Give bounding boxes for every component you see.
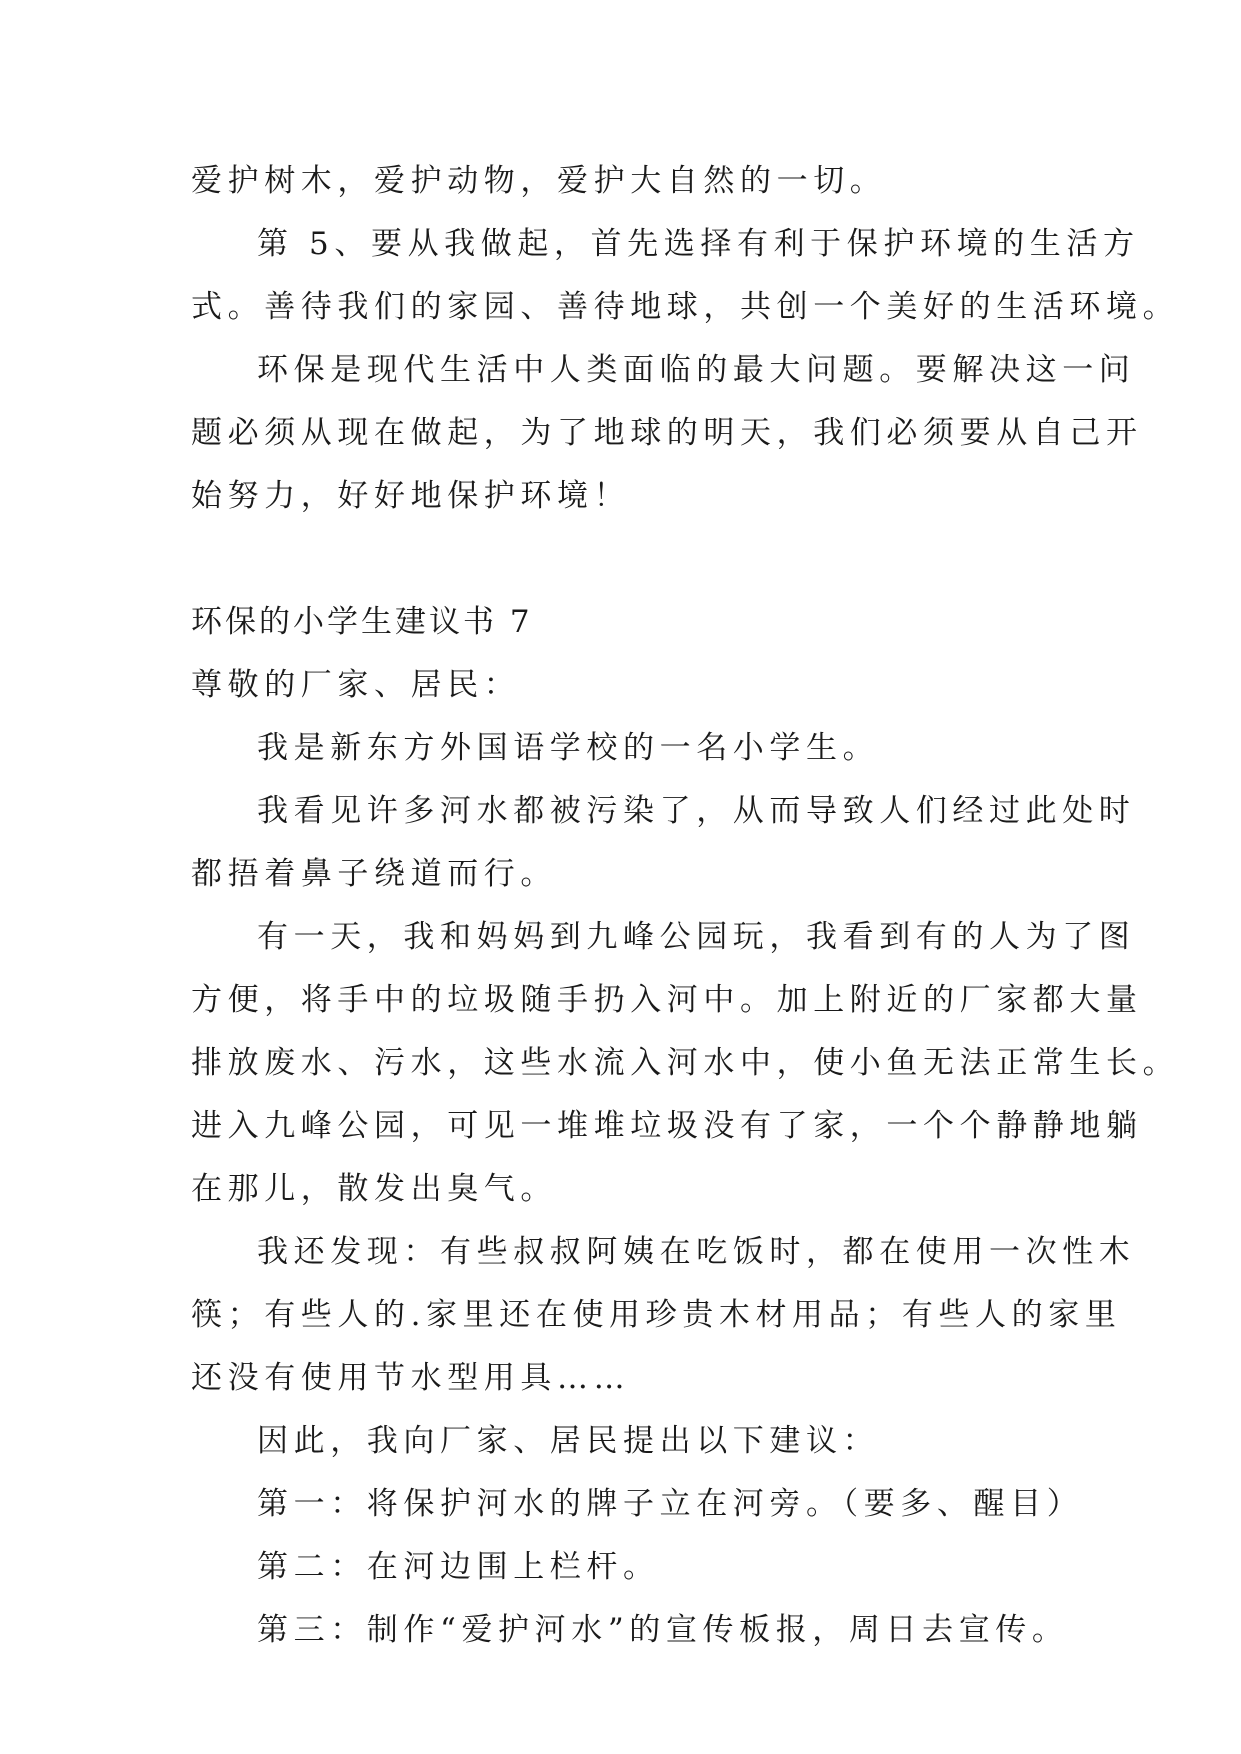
section-title: 环保的小学生建议书 7 <box>191 604 533 640</box>
paragraph-line: 排放废水、污水，这些水流入河水中，使小鱼无法正常生长。 <box>191 1045 1180 1081</box>
suggestion-item: 第三：制作“爱护河水”的宣传板报，周日去宣传。 <box>257 1612 1069 1648</box>
paragraph-line: 我看见许多河水都被污染了，从而导致人们经过此处时 <box>257 793 1136 829</box>
suggestion-item: 第二：在河边围上栏杆。 <box>257 1549 660 1585</box>
paragraph-line: 进入九峰公园，可见一堆堆垃圾没有了家，一个个静静地躺 <box>191 1108 1143 1144</box>
paragraph-line: 爱护树木，爱护动物，爱护大自然的一切。 <box>191 163 887 199</box>
paragraph-line: 都捂着鼻子绕道而行。 <box>191 856 557 892</box>
document-page <box>191 150 1180 1662</box>
paragraph-line: 筷；有些人的.家里还在使用珍贵木材用品；有些人的家里 <box>191 1297 1122 1333</box>
paragraph-line: 题必须从现在做起，为了地球的明天，我们必须要从自己开 <box>191 415 1143 451</box>
paragraph-line: 方便，将手中的垃圾随手扔入河中。加上附近的厂家都大量 <box>191 982 1143 1018</box>
paragraph-line: 还没有使用节水型用具…… <box>191 1360 631 1396</box>
paragraph-line: 我是新东方外国语学校的一名小学生。 <box>257 730 880 766</box>
paragraph-line: 在那儿，散发出臭气。 <box>191 1171 557 1207</box>
paragraph-line: 因此，我向厂家、居民提出以下建议： <box>257 1423 880 1459</box>
paragraph-line: 环保是现代生活中人类面临的最大问题。要解决这一问 <box>257 352 1136 388</box>
suggestion-item: 第一：将保护河水的牌子立在河旁。（要多、醒目） <box>257 1486 1084 1522</box>
paragraph-line: 始努力，好好地保护环境！ <box>191 478 631 514</box>
paragraph-line: 式。善待我们的家园、善待地球，共创一个美好的生活环境。 <box>191 289 1180 325</box>
salutation: 尊敬的厂家、居民： <box>191 667 521 703</box>
paragraph-line: 有一天，我和妈妈到九峰公园玩，我看到有的人为了图 <box>257 919 1136 955</box>
paragraph-line: 我还发现：有些叔叔阿姨在吃饭时，都在使用一次性木 <box>257 1234 1136 1270</box>
section-spacer <box>191 528 1051 591</box>
paragraph-line: 第 5、要从我做起，首先选择有利于保护环境的生活方 <box>257 226 1140 262</box>
